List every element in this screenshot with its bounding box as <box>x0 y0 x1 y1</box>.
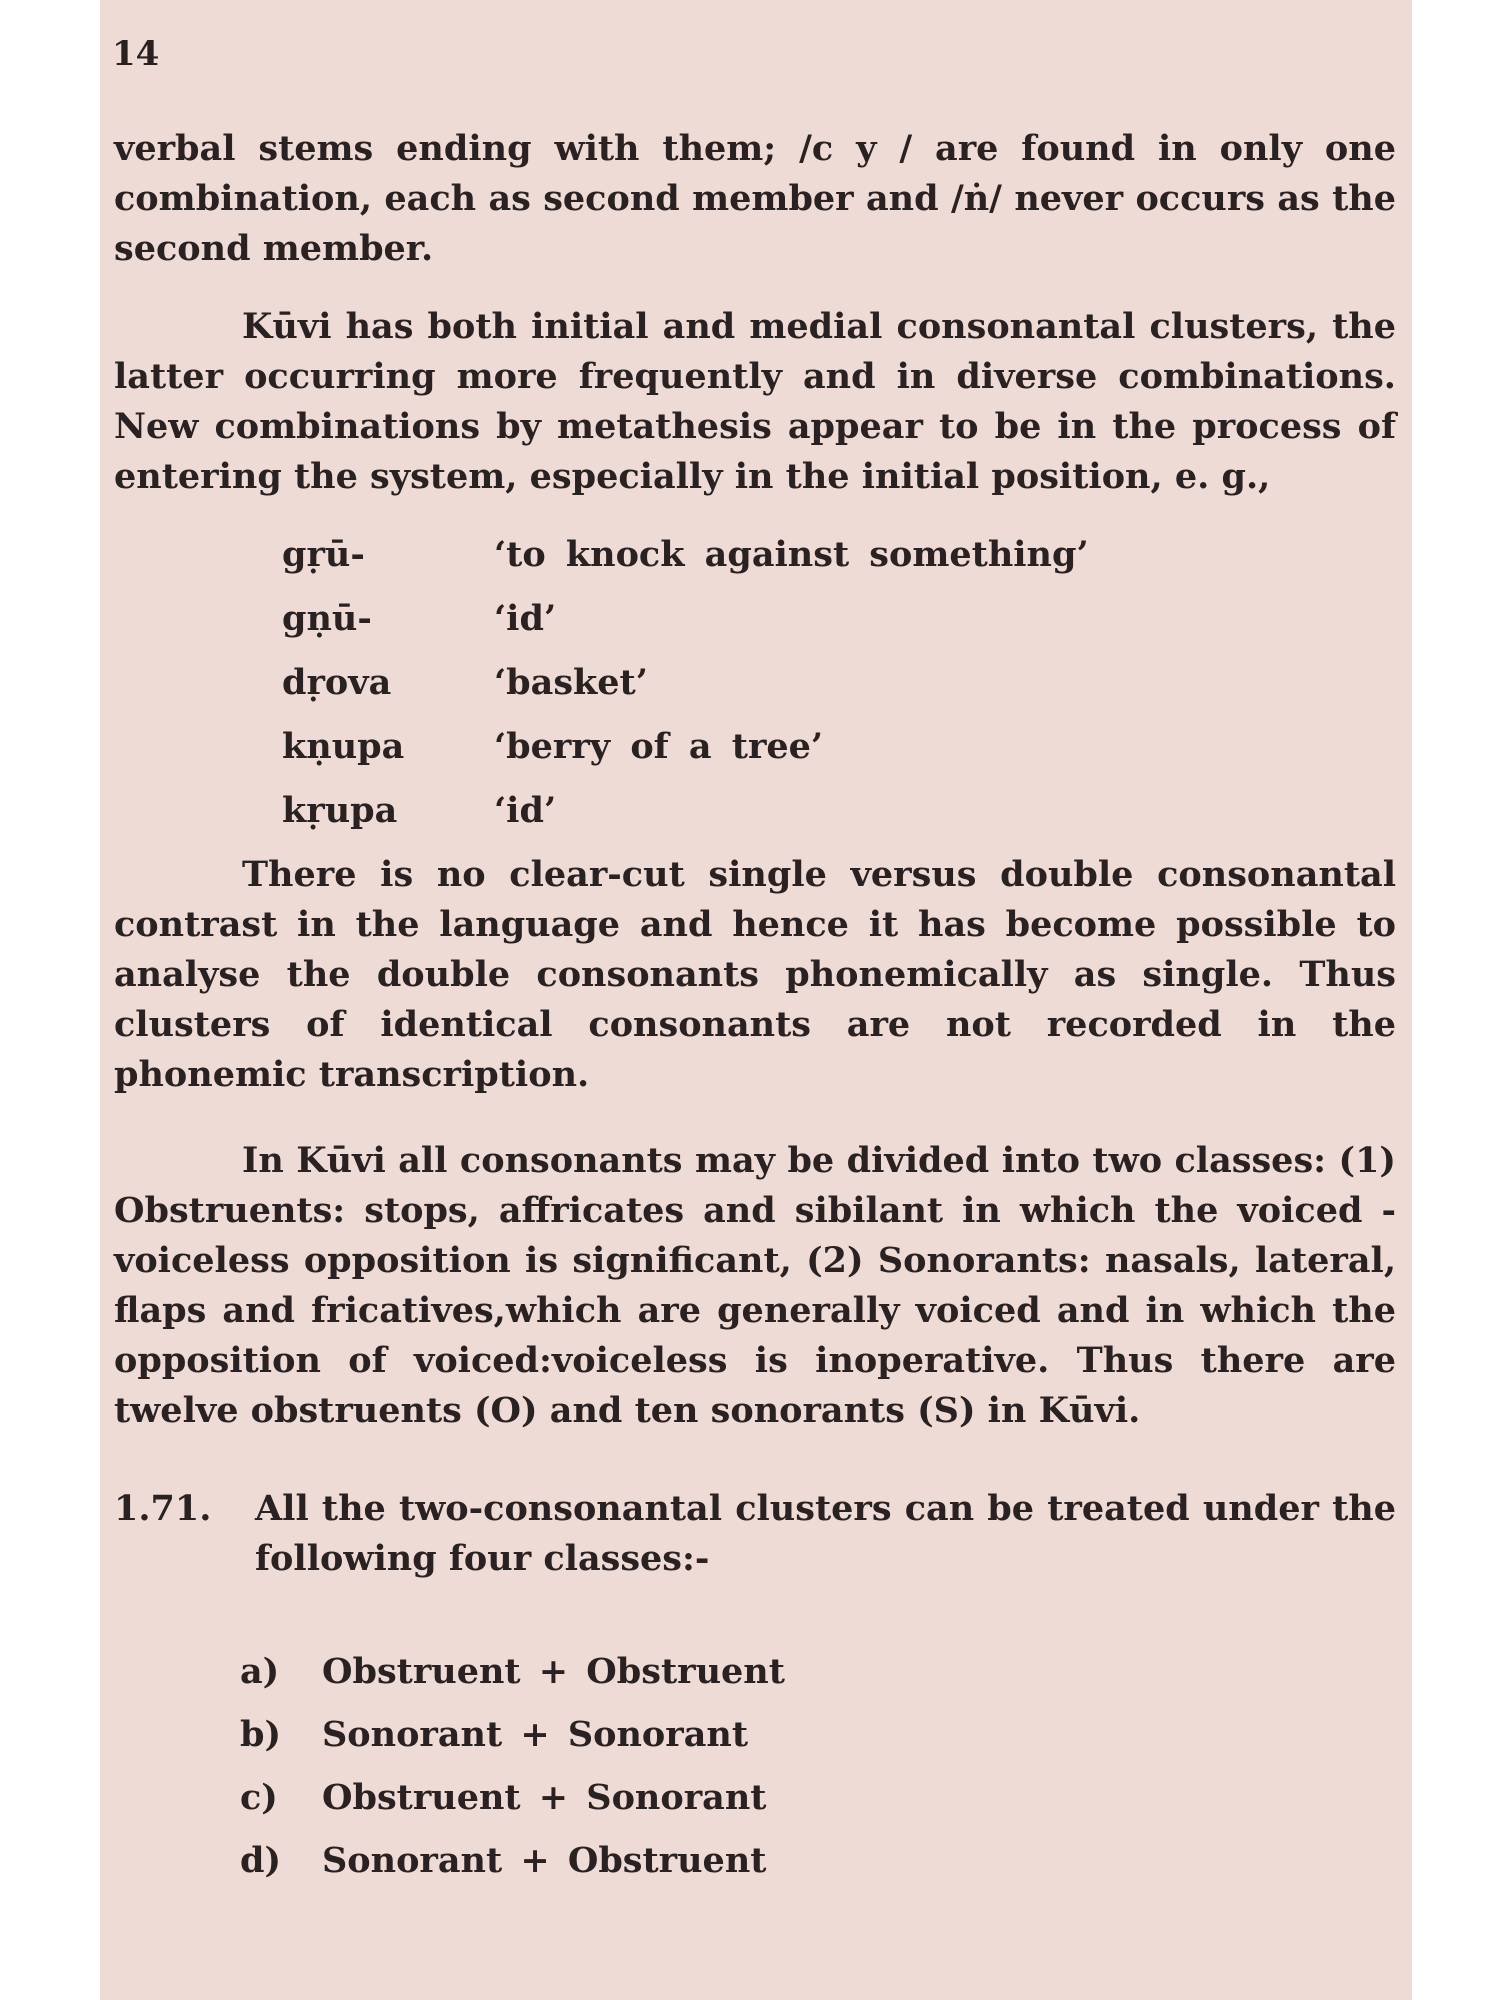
class-label: d) <box>240 1840 282 1881</box>
example-row <box>282 714 1182 778</box>
cluster-class-item <box>240 1766 940 1829</box>
class-text: Obstruent + Sonorant <box>322 1777 767 1818</box>
paragraph-continuation: verbal stems ending with them; /c y / are found in only one combination, each as second member and /ṅ/ never occurs as the second member. <box>114 128 1396 269</box>
example-word: dṛova <box>282 661 392 703</box>
example-gloss: ‘berry of a tree’ <box>494 725 824 767</box>
example-row <box>282 522 1182 586</box>
book-page <box>100 0 1412 2000</box>
paragraph-double-consonants: There is no clear-cut single versus double consonantal contrast in the language and hence it has become possible to analyse the double consonants phonemically as single. Thus clusters of identical consonants are not recorded in the phonemic transcription. <box>114 854 1396 1095</box>
example-word: kṛupa <box>282 789 398 831</box>
class-text: Sonorant + Sonorant <box>322 1714 748 1755</box>
example-gloss: ‘to knock against something’ <box>494 533 1089 575</box>
example-gloss: ‘basket’ <box>494 661 648 703</box>
example-gloss: ‘id’ <box>494 597 557 639</box>
example-word: gṇū- <box>282 597 372 639</box>
paragraph-consonant-clusters: Kūvi has both initial and medial consonantal clusters, the latter occurring more frequently and in diverse combinations. New combinations by metathesis appear to be in the process of entering the system, especially in the initial position, e. g., <box>114 306 1396 497</box>
cluster-class-item <box>240 1640 940 1703</box>
example-row <box>282 650 1182 714</box>
cluster-class-item <box>240 1703 940 1766</box>
example-row <box>282 586 1182 650</box>
example-list <box>282 522 1182 842</box>
section-number: 1.71. <box>114 1488 212 1529</box>
class-label: c) <box>240 1777 278 1818</box>
example-gloss: ‘id’ <box>494 789 557 831</box>
page-number: 14 <box>112 34 160 74</box>
cluster-class-list <box>240 1640 940 1892</box>
class-text: Obstruent + Obstruent <box>322 1651 785 1692</box>
cluster-class-item <box>240 1829 940 1892</box>
example-word: kṇupa <box>282 725 405 767</box>
section-1-71 <box>114 1484 1396 1584</box>
paragraph-consonant-classes: In Kūvi all consonants may be divided into two classes: (1) Obstruents: stops, affricates and sibilant in which the voiced -voiceless opposition is significant, (2) Sonorants: nasals, lateral, flaps and fricatives,which are generally voiced and in which the opposition of voiced:voiceless is inoperative. Thus there are twelve obstruents (O) and ten sonorants (S) in Kūvi. <box>114 1140 1396 1431</box>
class-label: b) <box>240 1714 282 1755</box>
class-text: Sonorant + Obstruent <box>322 1840 767 1881</box>
class-label: a) <box>240 1651 280 1692</box>
example-row <box>282 778 1182 842</box>
example-word: gṛū- <box>282 533 365 575</box>
section-text: All the two-consonantal clusters can be treated under the following four classes:- <box>255 1488 1396 1579</box>
